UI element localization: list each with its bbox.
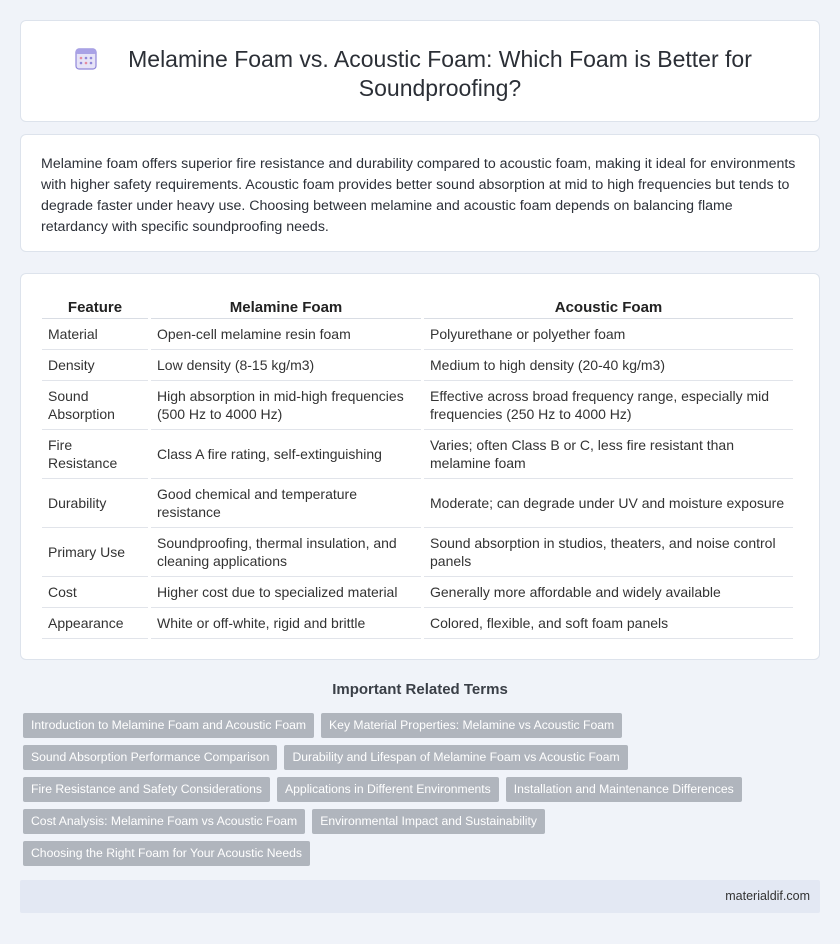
table-cell: Material	[42, 319, 148, 350]
table-cell: Density	[42, 350, 148, 381]
table-header-row	[42, 294, 793, 319]
intro-card	[20, 134, 820, 252]
table-header-cell: Feature	[42, 294, 148, 319]
title-card	[20, 20, 820, 122]
table-cell: Cost	[42, 577, 148, 608]
related-term-tag[interactable]: Introduction to Melamine Foam and Acoustic Foam	[23, 713, 314, 738]
related-term-tag[interactable]: Key Material Properties: Melamine vs Acoustic Foam	[321, 713, 622, 738]
table-row	[42, 430, 793, 479]
table-row	[42, 577, 793, 608]
table-cell: Soundproofing, thermal insulation, and cleaning applications	[151, 528, 421, 577]
related-term-tag[interactable]: Cost Analysis: Melamine Foam vs Acoustic Foam	[23, 809, 305, 834]
table-cell: Moderate; can degrade under UV and moisture exposure	[424, 479, 793, 528]
table-cell: Primary Use	[42, 528, 148, 577]
table-cell: Colored, flexible, and soft foam panels	[424, 608, 793, 639]
table-row	[42, 350, 793, 381]
footer-bar	[20, 880, 820, 913]
table-cell: Higher cost due to specialized material	[151, 577, 421, 608]
table-cell: Generally more affordable and widely available	[424, 577, 793, 608]
site-name[interactable]: materialdif.com	[725, 889, 810, 903]
table-cell: Fire Resistance	[42, 430, 148, 479]
related-term-tag[interactable]: Choosing the Right Foam for Your Acoustic Needs	[23, 841, 310, 866]
table-cell: Varies; often Class B or C, less fire resistant than melamine foam	[424, 430, 793, 479]
table-row	[42, 608, 793, 639]
related-term-tag[interactable]: Installation and Maintenance Differences	[506, 777, 742, 802]
related-term-tag[interactable]: Durability and Lifespan of Melamine Foam vs Acoustic Foam	[284, 745, 627, 770]
comparison-table	[39, 294, 796, 639]
table-cell: Sound Absorption	[42, 381, 148, 430]
table-row	[42, 479, 793, 528]
related-terms-heading: Important Related Terms	[332, 681, 508, 698]
intro-paragraph: Melamine foam offers superior fire resistance and durability compared to acoustic foam, making it ideal for environments with higher safety requirements. Acoustic foam provides better sound absorption at mid to high frequencies but tends to degrade faster under heavy use. Choosing between melamine and acoustic foam depends on balancing flame retardancy with specific soundproofing needs.	[41, 156, 796, 235]
table-cell: White or off-white, rigid and brittle	[151, 608, 421, 639]
related-term-tag[interactable]: Sound Absorption Performance Comparison	[23, 745, 277, 770]
table-row	[42, 528, 793, 577]
related-term-tag[interactable]: Applications in Different Environments	[277, 777, 499, 802]
table-row	[42, 319, 793, 350]
related-terms-list	[23, 713, 823, 873]
table-row	[42, 381, 793, 430]
table-cell: Class A fire rating, self-extinguishing	[151, 430, 421, 479]
table-cell: Sound absorption in studios, theaters, and noise control panels	[424, 528, 793, 577]
table-cell: Good chemical and temperature resistance	[151, 479, 421, 528]
related-term-tag[interactable]: Fire Resistance and Safety Considerations	[23, 777, 270, 802]
table-cell: Polyurethane or polyether foam	[424, 319, 793, 350]
table-header-cell: Acoustic Foam	[424, 294, 793, 319]
table-cell: High absorption in mid-high frequencies (500 Hz to 4000 Hz)	[151, 381, 421, 430]
table-cell: Effective across broad frequency range, especially mid frequencies (250 Hz to 4000 Hz)	[424, 381, 793, 430]
comparison-card	[20, 273, 820, 660]
table-cell: Open-cell melamine resin foam	[151, 319, 421, 350]
page-title: Melamine Foam vs. Acoustic Foam: Which Foam is Better for Soundproofing?	[128, 46, 752, 101]
table-cell: Low density (8-15 kg/m3)	[151, 350, 421, 381]
table-cell: Durability	[42, 479, 148, 528]
table-cell: Medium to high density (20-40 kg/m3)	[424, 350, 793, 381]
related-term-tag[interactable]: Environmental Impact and Sustainability	[312, 809, 545, 834]
table-header-cell: Melamine Foam	[151, 294, 421, 319]
table-cell: Appearance	[42, 608, 148, 639]
